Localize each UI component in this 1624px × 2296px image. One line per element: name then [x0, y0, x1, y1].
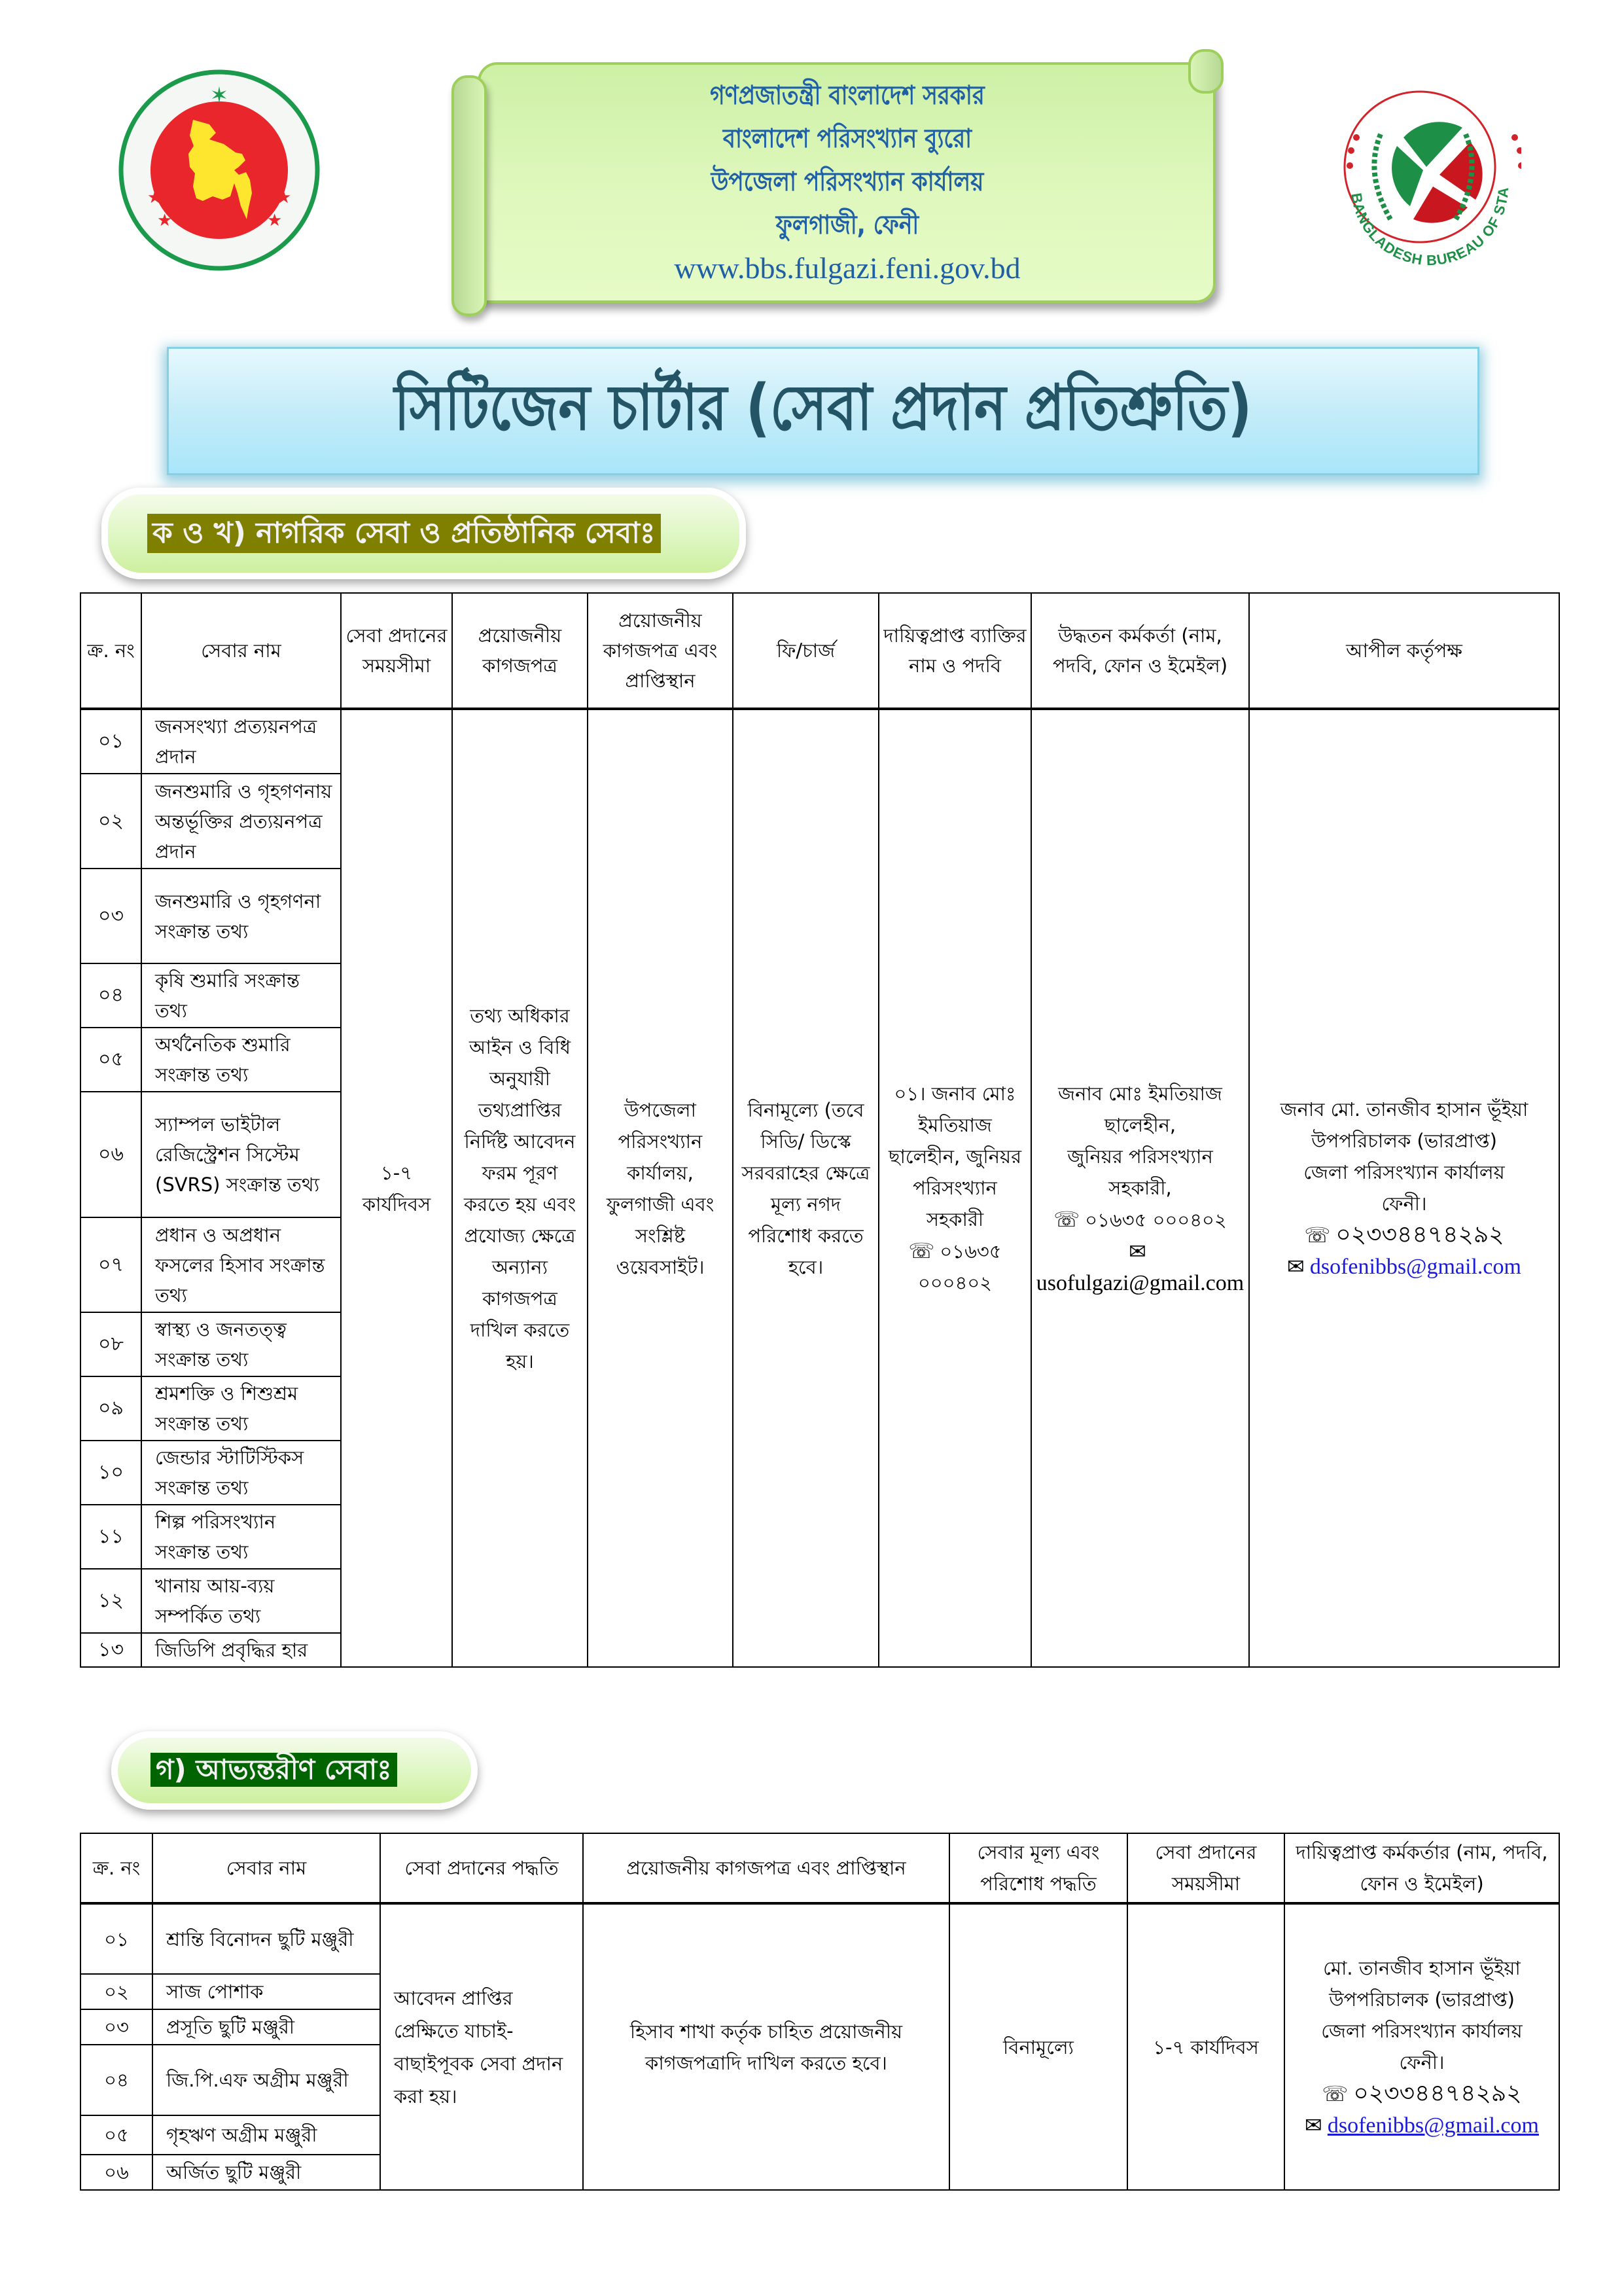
- bureau-name: বাংলাদেশ পরিসংখ্যান ব্যুরো: [722, 124, 972, 154]
- row-serial: ০১: [80, 1903, 152, 1974]
- row-service-name: স্যাম্পল ভাইটাল রেজিস্ট্রেশন সিস্টেম (SVRS) সংক্রান্ত তথ্য: [141, 1092, 341, 1217]
- col-timeframe: সেবা প্রদানের সময়সীমা: [1127, 1833, 1284, 1903]
- section-b-heading-pill: [111, 1731, 478, 1810]
- appeal-authority-office: জেলা পরিসংখ্যান কার্যালয়: [1303, 1161, 1505, 1183]
- telephone-icon: ☏: [908, 1238, 935, 1263]
- superior-officer-email-line: [1036, 1236, 1244, 1299]
- row-service-name: প্রসূতি ছুটি মঞ্জুরী: [152, 2009, 380, 2045]
- table-row: [80, 1903, 1559, 1974]
- source-cell: উপজেলা পরিসংখ্যান কার্যালয়, ফুলগাজী এবং সংশ্লিষ্ট ওয়েবসাইট।: [588, 709, 733, 1667]
- row-serial: ০৫: [80, 1028, 141, 1092]
- row-service-name: জনশুমারি ও গৃহগণনা সংক্রান্ত তথ্য: [141, 869, 341, 963]
- telephone-icon: ☏: [1322, 2081, 1349, 2106]
- row-service-name: জনশুমারি ও গৃহগণনায় অন্তর্ভূক্তির প্রত্যয়নপত্র প্রদান: [141, 774, 341, 869]
- superior-officer-designation: জুনিয়র পরিসংখ্যান সহকারী,: [1067, 1145, 1213, 1199]
- fee-cell: বিনামূল্যে (তবে সিডি/ ডিস্কে সরবরাহের ক্ষেত্রে মূল্য নগদ পরিশোধ করতে হবে।: [733, 709, 879, 1667]
- col-superior-officer: উদ্ধতন কর্মকর্তা (নাম, পদবি, ফোন ও ইমেইল): [1031, 593, 1249, 709]
- row-serial: ০২: [80, 1974, 152, 2009]
- appeal-authority-phone: ০২৩৩৪৪৭৪২৯২: [1335, 1221, 1504, 1248]
- row-serial: ০৬: [80, 2155, 152, 2190]
- row-serial: ১১: [80, 1505, 141, 1569]
- row-service-name: সাজ পোশাক: [152, 1974, 380, 2009]
- scroll-roll-left: [451, 75, 487, 316]
- table-row: [80, 709, 1559, 774]
- row-serial: ০৮: [80, 1312, 141, 1376]
- appeal-authority-name: জনাব মো. তানজীব হাসান ভূঁইয়া: [1280, 1098, 1528, 1121]
- col-appeal-authority: আপীল কর্তৃপক্ষ: [1249, 593, 1559, 709]
- bangladesh-government-seal-icon: [111, 62, 334, 278]
- documents-cell: হিসাব শাখা কর্তৃক চাহিত প্রয়োজনীয় কাগজপত্রাদি দাখিল করতে হবে।: [583, 1903, 949, 2190]
- col-documents: প্রয়োজনীয় কাগজপত্র: [452, 593, 588, 709]
- page-title-banner: [167, 347, 1479, 475]
- row-serial: ১২: [80, 1569, 141, 1633]
- superior-officer-email[interactable]: usofulgazi@gmail.com: [1036, 1270, 1244, 1295]
- row-service-name: জেন্ডার স্টাটিস্টিকস সংক্রান্ত তথ্য: [141, 1441, 341, 1505]
- officer-office: জেলা পরিসংখ্যান কার্যালয়: [1321, 2020, 1523, 2042]
- section-b-heading: গ) আভ্যন্তরীণ সেবাঃ: [150, 1753, 397, 1787]
- row-serial: ০৪: [80, 963, 141, 1028]
- page-title: সিটিজেন চার্টার (সেবা প্রদান প্রতিশ্রুতি): [394, 371, 1252, 444]
- row-service-name: জিডিপি প্রবৃদ্ধির হার: [141, 1633, 341, 1667]
- appeal-authority-phone-line: [1254, 1219, 1555, 1251]
- appeal-authority-cell: [1249, 709, 1559, 1667]
- telephone-icon: ☏: [1304, 1223, 1331, 1247]
- section-a-heading-pill: [101, 488, 746, 579]
- row-serial: ০৬: [80, 1092, 141, 1217]
- row-service-name: কৃষি শুমারি সংক্রান্ত তথ্য: [141, 963, 341, 1028]
- row-serial: ০৩: [80, 869, 141, 963]
- timeframe-cell: ১-৭ কার্যদিবস: [341, 709, 452, 1667]
- fee-cell: বিনামূল্যে: [949, 1903, 1127, 2190]
- row-service-name: জি.পি.এফ অগ্রীম মঞ্জুরী: [152, 2045, 380, 2115]
- col-service-name: সেবার নাম: [141, 593, 341, 709]
- method-cell: আবেদন প্রাপ্তির প্রেক্ষিতে যাচাই-বাছাইপূবক সেবা প্রদান করা হয়।: [380, 1903, 583, 2190]
- col-documents-source: প্রয়োজনীয় কাগজপত্র এবং প্রাপ্তিস্থান: [588, 593, 733, 709]
- row-service-name: শিল্প পরিসংখ্যান সংক্রান্ত তথ্য: [141, 1505, 341, 1569]
- timeframe-cell: ১-৭ কার্যদিবস: [1127, 1903, 1284, 2190]
- col-responsible-person: দায়িত্বপ্রাপ্ত ব্যাক্তির নাম ও পদবি: [879, 593, 1031, 709]
- officer-email-line: [1289, 2109, 1555, 2142]
- row-service-name: গৃহঋণ অগ্রীম মঞ্জুরী: [152, 2115, 380, 2155]
- responsible-person-phone: ০১৬৩৫ ০০০৪০২: [917, 1240, 1002, 1294]
- row-serial: ০৭: [80, 1217, 141, 1312]
- row-service-name: প্রধান ও অপ্রধান ফসলের হিসাব সংক্রান্ত তথ্য: [141, 1217, 341, 1312]
- row-serial: ১০: [80, 1441, 141, 1505]
- appeal-authority-email-line: [1254, 1251, 1555, 1283]
- col-service-name: সেবার নাম: [152, 1833, 380, 1903]
- col-responsible-officer: দায়িত্বপ্রাপ্ত কর্মকর্তার (নাম, পদবি, ফোন ও ইমেইল): [1284, 1833, 1559, 1903]
- envelope-icon: ✉: [1305, 2113, 1322, 2138]
- row-serial: ০১: [80, 709, 141, 774]
- office-name: উপজেলা পরিসংখ্যান কার্যালয়: [711, 167, 984, 197]
- officer-designation: উপপরিচালক (ভারপ্রাপ্ত): [1329, 1988, 1515, 2011]
- office-location: ফুলগাজী, ফেনী: [775, 210, 919, 240]
- bbs-logo-icon: [1318, 62, 1521, 272]
- appeal-authority-email[interactable]: dsofenibbs@gmail.com: [1309, 1255, 1521, 1279]
- envelope-icon: ✉: [1129, 1238, 1146, 1264]
- officer-phone: ০২৩৩৪৪৭৪২৯২: [1353, 2080, 1522, 2107]
- col-serial: ক্র. নং: [80, 593, 141, 709]
- row-service-name: জনসংখ্যা প্রত্যয়নপত্র প্রদান: [141, 709, 341, 774]
- section-a-heading: ক ও খ) নাগরিক সেবা ও প্রতিষ্ঠানিক সেবাঃ: [147, 514, 661, 553]
- internal-services-table: [80, 1833, 1560, 2191]
- office-address: [491, 74, 1204, 290]
- svg-text:✶: ✶: [209, 82, 229, 109]
- envelope-icon: ✉: [1287, 1254, 1305, 1279]
- col-fee: ফি/চার্জ: [733, 593, 879, 709]
- responsible-person-cell: [879, 709, 1031, 1667]
- officer-district: ফেনী।: [1399, 2051, 1445, 2073]
- col-timeframe: সেবা প্রদানের সময়সীমা: [341, 593, 452, 709]
- row-service-name: শ্রান্তি বিনোদন ছুটি মঞ্জুরী: [152, 1903, 380, 1974]
- superior-officer-phone-line: [1036, 1204, 1244, 1236]
- govt-name: গণপ্রজাতন্ত্রী বাংলাদেশ সরকার: [710, 81, 985, 111]
- officer-phone-line: [1289, 2078, 1555, 2109]
- table-header-row: [80, 1833, 1559, 1903]
- responsible-officer-cell: [1284, 1903, 1559, 2190]
- row-service-name: অর্থনৈতিক শুমারি সংক্রান্ত তথ্য: [141, 1028, 341, 1092]
- appeal-authority-district: ফেনী।: [1381, 1193, 1427, 1215]
- row-serial: ০৪: [80, 2045, 152, 2115]
- row-service-name: শ্রমশক্তি ও শিশুশ্রম সংক্রান্ত তথ্য: [141, 1376, 341, 1441]
- row-serial: ০৫: [80, 2115, 152, 2155]
- table-header-row: [80, 593, 1559, 709]
- superior-officer-cell: [1031, 709, 1249, 1667]
- svg-text:★: ★: [267, 211, 283, 230]
- appeal-authority-designation: উপপরিচালক (ভারপ্রাপ্ত): [1311, 1130, 1497, 1152]
- row-service-name: অর্জিত ছুটি মঞ্জুরী: [152, 2155, 380, 2190]
- officer-name: মো. তানজীব হাসান ভূঁইয়া: [1323, 1957, 1521, 1979]
- col-serial: ক্র. নং: [80, 1833, 152, 1903]
- svg-text:★: ★: [157, 211, 173, 230]
- svg-text:BANGLADESH BUREAU OF STATISTIC: BANGLADESH BUREAU OF STA: [1348, 187, 1512, 269]
- documents-cell: তথ্য অধিকার আইন ও বিধি অনুযায়ী তথ্যপ্রাপ্তির নির্দিষ্ট আবেদন ফরম পূরণ করতে হয় এবং প্রযোজ্য ক্ষেত্রে অন্যান্য কাগজপত্র দাখিল করতে হয়।: [452, 709, 588, 1667]
- officer-email[interactable]: dsofenibbs@gmail.com: [1327, 2113, 1539, 2138]
- row-serial: ০২: [80, 774, 141, 869]
- citizen-services-table: [80, 592, 1560, 1668]
- row-serial: ০৩: [80, 2009, 152, 2045]
- svg-text:★: ★: [147, 188, 163, 207]
- superior-officer-name: জনাব মোঃ ইমতিয়াজ ছালেহীন,: [1058, 1082, 1222, 1136]
- header-scroll-banner: [451, 62, 1224, 304]
- col-documents-source: প্রয়োজনীয় কাগজপত্র এবং প্রাপ্তিস্থান: [583, 1833, 949, 1903]
- website-link[interactable]: www.bbs.fulgazi.feni.gov.bd: [674, 251, 1021, 285]
- svg-text:★: ★: [276, 188, 292, 207]
- responsible-person-name: ০১। জনাব মোঃ ইমতিয়াজ ছালেহীন, জুনিয়র পরিসংখ্যান সহকারী: [888, 1083, 1022, 1230]
- responsible-person-phone-line: [883, 1235, 1027, 1299]
- row-service-name: স্বাস্থ্য ও জনতত্ত্ব সংক্রান্ত তথ্য: [141, 1312, 341, 1376]
- telephone-icon: ☏: [1053, 1206, 1080, 1232]
- col-method: সেবা প্রদানের পদ্ধতি: [380, 1833, 583, 1903]
- row-serial: ০৯: [80, 1376, 141, 1441]
- superior-officer-phone: ০১৬৩৫ ০০০৪০২: [1085, 1208, 1227, 1231]
- col-fee-payment: সেবার মূল্য এবং পরিশোধ পদ্ধতি: [949, 1833, 1127, 1903]
- row-serial: ১৩: [80, 1633, 141, 1667]
- row-service-name: খানায় আয়-ব্যয় সম্পর্কিত তথ্য: [141, 1569, 341, 1633]
